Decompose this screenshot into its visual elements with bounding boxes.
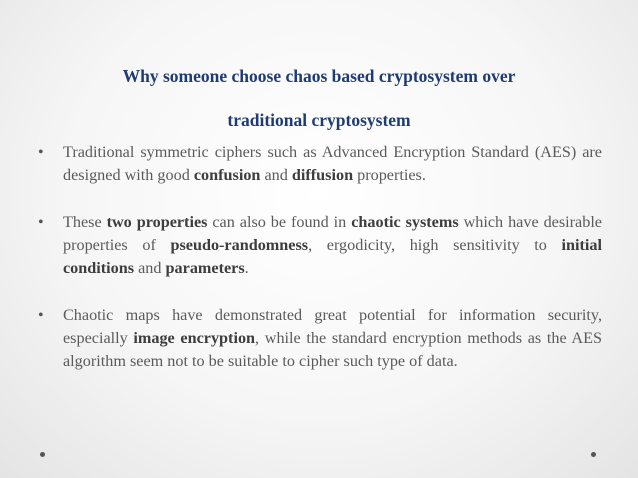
bullet-text: properties. [353, 166, 426, 184]
bold-term: parameters [165, 259, 245, 277]
bullet-text: and [260, 166, 292, 184]
bullet-text: , ergodicity, high sensitivity to [308, 236, 562, 254]
bullet-text: These [63, 213, 107, 231]
bold-term: pseudo-randomness [170, 236, 309, 254]
bullet-text: can also be found in [207, 213, 352, 231]
bullet-item-2 [38, 211, 602, 280]
bullet-list [38, 141, 602, 373]
bullet-marker: • [38, 144, 44, 161]
slide-title-line-1: Why someone choose chaos based cryptosystem over [122, 66, 516, 86]
slide-title-line-2: traditional cryptosystem [227, 110, 411, 130]
bullet-text: which have desirable properties of [63, 213, 602, 254]
footer-dot-left [40, 452, 45, 457]
bold-term: two properties [106, 213, 208, 231]
bold-term: chaotic systems [351, 213, 459, 231]
footer-dot-right [591, 452, 596, 457]
bullet-marker: • [38, 214, 44, 231]
bold-term: diffusion [291, 166, 354, 184]
bullet-text: . [244, 259, 249, 277]
bullet-marker: • [38, 307, 44, 324]
bullet-text: , while the standard encryption methods as the AES algorithm seem not to be suitable to cipher such type of data. [63, 329, 602, 370]
bullet-item-1 [38, 141, 602, 187]
bold-term: initial conditions [63, 236, 602, 277]
bullet-item-3 [38, 304, 602, 373]
bold-term: image encryption [133, 329, 256, 347]
bullet-text: Traditional symmetric ciphers such as Advanced Encryption Standard (AES) are designed with good [63, 143, 602, 184]
bold-term: confusion [193, 166, 261, 184]
bullet-text: Chaotic maps have demonstrated great potential for information security, especially [63, 306, 602, 347]
bullet-text: and [134, 259, 166, 277]
